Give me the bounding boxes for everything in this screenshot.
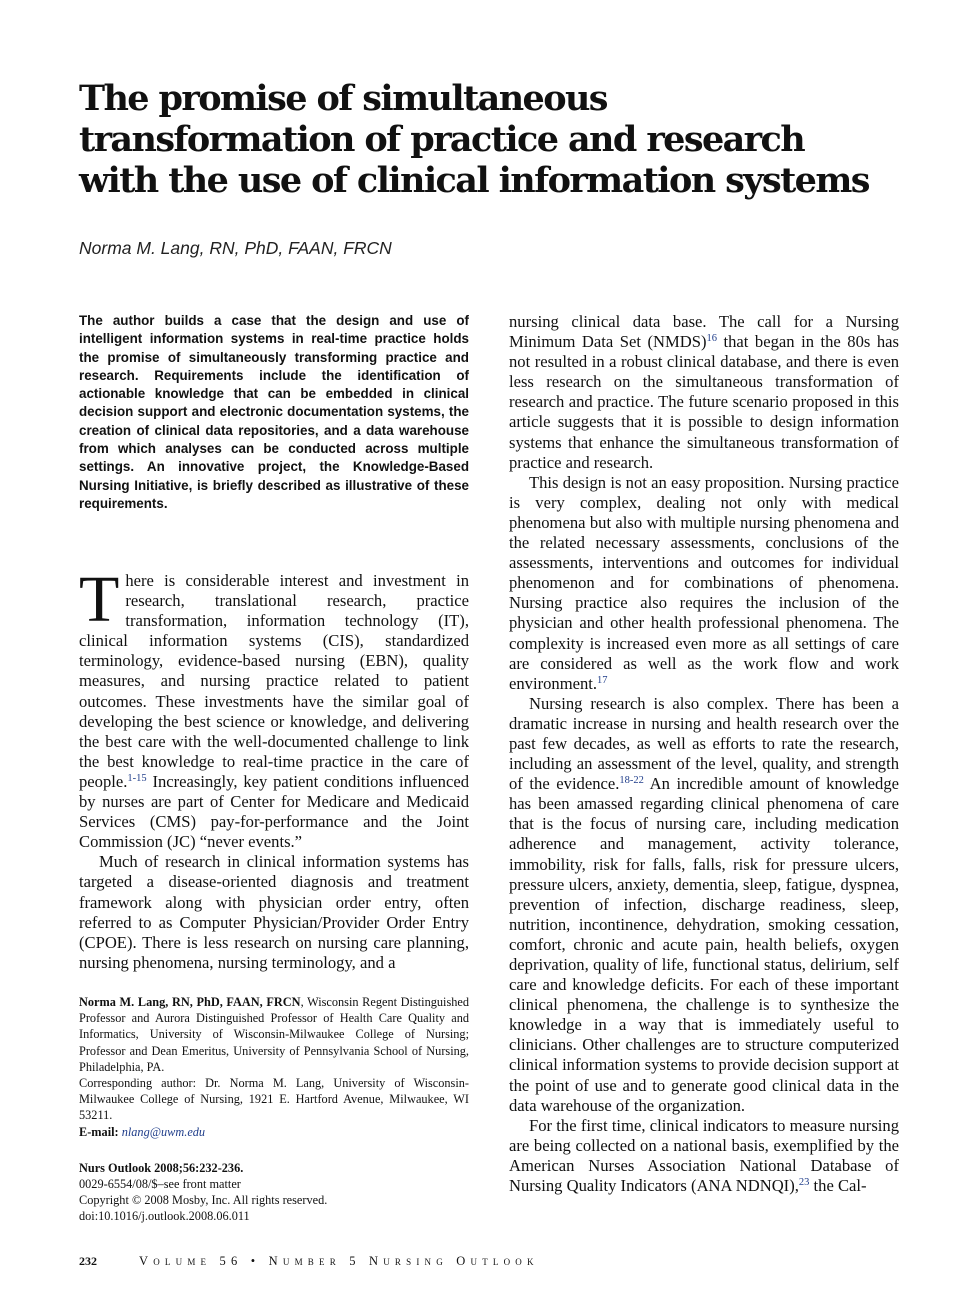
abstract: The author builds a case that the design and use of intelligent information systems in real-time practice holds the promise of simultaneously transforming practice and research. Requirements include the identification of actionable knowledge that can be embedded in clinical decision support and electronic documentation systems, the creation of clinical data repositories, and a data warehouse from which analyses can be conducted across multiple settings. An innovative project, the Knowledge-Based Nursing Initiative, is briefly described as illustrative of these requirements. <box>79 313 469 511</box>
reference-link[interactable]: 1-15 <box>127 772 147 784</box>
footnote-author-name: Norma M. Lang, RN, PhD, FAAN, FRCN <box>79 995 301 1009</box>
journal-running-footer: Volume 56 • Number 5 Nursing Outlook <box>139 1254 539 1268</box>
paragraph-text: This design is not an easy proposition. Nursing practice is very complex, dealing not only with medical phenomena but also with multiple nursing phenomena and the related necessary assessments, conclusions of the assessments, interventions and outcomes for individual phenomenon and for combinations of phenomena. Nursing practice also requires the inclusion of the physician and other health professional phenomena. The complexity is increased even more as all settings of care are considered as well as the work flow and work environment. <box>509 472 899 693</box>
email-link[interactable]: nlang@uwm.edu <box>121 1124 206 1139</box>
article-title: The promise of simultaneous transformation of practice and research with the use of clinical information systems <box>79 78 869 201</box>
reference-link[interactable]: 23 <box>798 1177 810 1189</box>
paragraph-text: here is considerable interest and investment in research, translational research, practice transformation, information technology (IT), clinical information systems (CIS), standardized terminology, evidence-based nursing (EBN), quality measures, and nursing practice related to patient outcomes. These investments have the similar goal of developing the best science or knowledge, and delivering the best care with the well-documented challenge to link the best knowledge to real-time practice in the care of people. <box>79 571 469 791</box>
right-column <box>509 312 899 1227</box>
doi[interactable]: doi:10.1016/j.outlook.2008.06.011 <box>79 1209 250 1224</box>
drop-cap: T <box>79 571 120 636</box>
body-paragraph <box>509 694 899 1116</box>
corresponding-author: Corresponding author: Dr. Norma M. Lang, University of Wisconsin-Milwaukee College of Nursing, 1921 E. Hartford Avenue, Milwaukee, WI 53211. <box>79 1076 469 1123</box>
body-paragraph <box>79 571 469 852</box>
affiliation-text: , Wisconsin Regent Distinguished Professor and Aurora Distinguished Professor of Health Care Quality and Informatics, University of Wisconsin-Milwaukee College of Nursing; Professor and Dean Emeritus, University of Pennsylvania School of Nursing, Philadelphia, PA. <box>79 995 469 1074</box>
citation: Nurs Outlook 2008;56:232-236. <box>79 1160 244 1175</box>
paragraph-text: Increasingly, key patient conditions influenced by nurses are part of Center for Medicare and Medicaid Services (CMS) pay-for-performance and the Joint Commission (JC) “never events.” <box>79 771 469 852</box>
page-footer <box>79 1254 899 1269</box>
reference-link[interactable]: 16 <box>706 333 717 345</box>
paragraph-text: that began in the 80s has not resulted in a robust clinical database, and there is even less research on the simultaneous transformation of research and practice. The future scenario proposed in this article suggests that it is possible to design information systems that enhance the simultaneous transformation of practice and research. <box>509 332 899 472</box>
paragraph-text: For the first time, clinical indicators to measure nursing are being collected on a national basis, exemplified by the American Nurses Association National Database of Nursing Quality Indicators (ANA NDNQI), <box>509 1115 899 1196</box>
body-paragraph <box>509 1116 899 1196</box>
body-paragraph <box>509 312 899 473</box>
reference-link[interactable]: 17 <box>597 674 608 686</box>
paragraph-text: the Cal- <box>809 1176 867 1196</box>
left-column <box>79 571 469 981</box>
paragraph-text: An incredible amount of knowledge has been amassed regarding clinical phenomena of care that is the focus of nursing care, including medication adherence and management, activity tolerance, immobility, risk for falls, falls, risk for pressure ulcers, pressure ulcers, anxiety, dementia, sleep, fatigue, dyspnea, prevention of infection, discharge readiness, sleep, nutrition, incontinence, dehydration, smoking cessation, comfort, chronic and acute pain, health beliefs, oxygen deprivation, quality of life, functional status, delirium, self care and knowledge deficits. For each of these important clinical phenomena, the challenge is to synthesize the knowledge in a way that is immediately useful to clinicians. Other challenges are to structure computerized clinical information systems to provide decision support at the point of use and to generate good clinical data in the data warehouse of the organization. <box>509 774 899 1115</box>
copyright: Copyright © 2008 Mosby, Inc. All rights reserved. <box>79 1193 328 1208</box>
page-number: 232 <box>79 1254 97 1268</box>
author-byline: Norma M. Lang, RN, PhD, FAAN, FRCN <box>79 238 392 258</box>
email-line <box>79 1124 469 1140</box>
paragraph-text: Nursing research is also complex. There has been a dramatic increase in nursing and health research over the past few decades, as well as efforts to rate the research, including an assessment of the level, quality, and strength of the evidence. <box>509 693 899 794</box>
issn: 0029-6554/08/$–see front matter <box>79 1177 241 1192</box>
paragraph-text: nursing clinical data base. The call for a Nursing Minimum Data Set (NMDS) <box>509 312 899 352</box>
body-paragraph: Much of research in clinical information systems has targeted a disease-oriented diagnosis and treatment framework along with physician order entry, often referred to as Computer Physician/Provider Order Entry (CPOE). There is less research on nursing care planning, nursing phenomena, nursing terminology, and a <box>79 852 469 972</box>
author-footnote <box>79 994 469 1225</box>
body-paragraph <box>509 473 899 694</box>
email-label: E-mail: <box>79 1124 119 1139</box>
reference-link[interactable]: 18-22 <box>619 775 644 787</box>
affiliation <box>79 994 469 1075</box>
